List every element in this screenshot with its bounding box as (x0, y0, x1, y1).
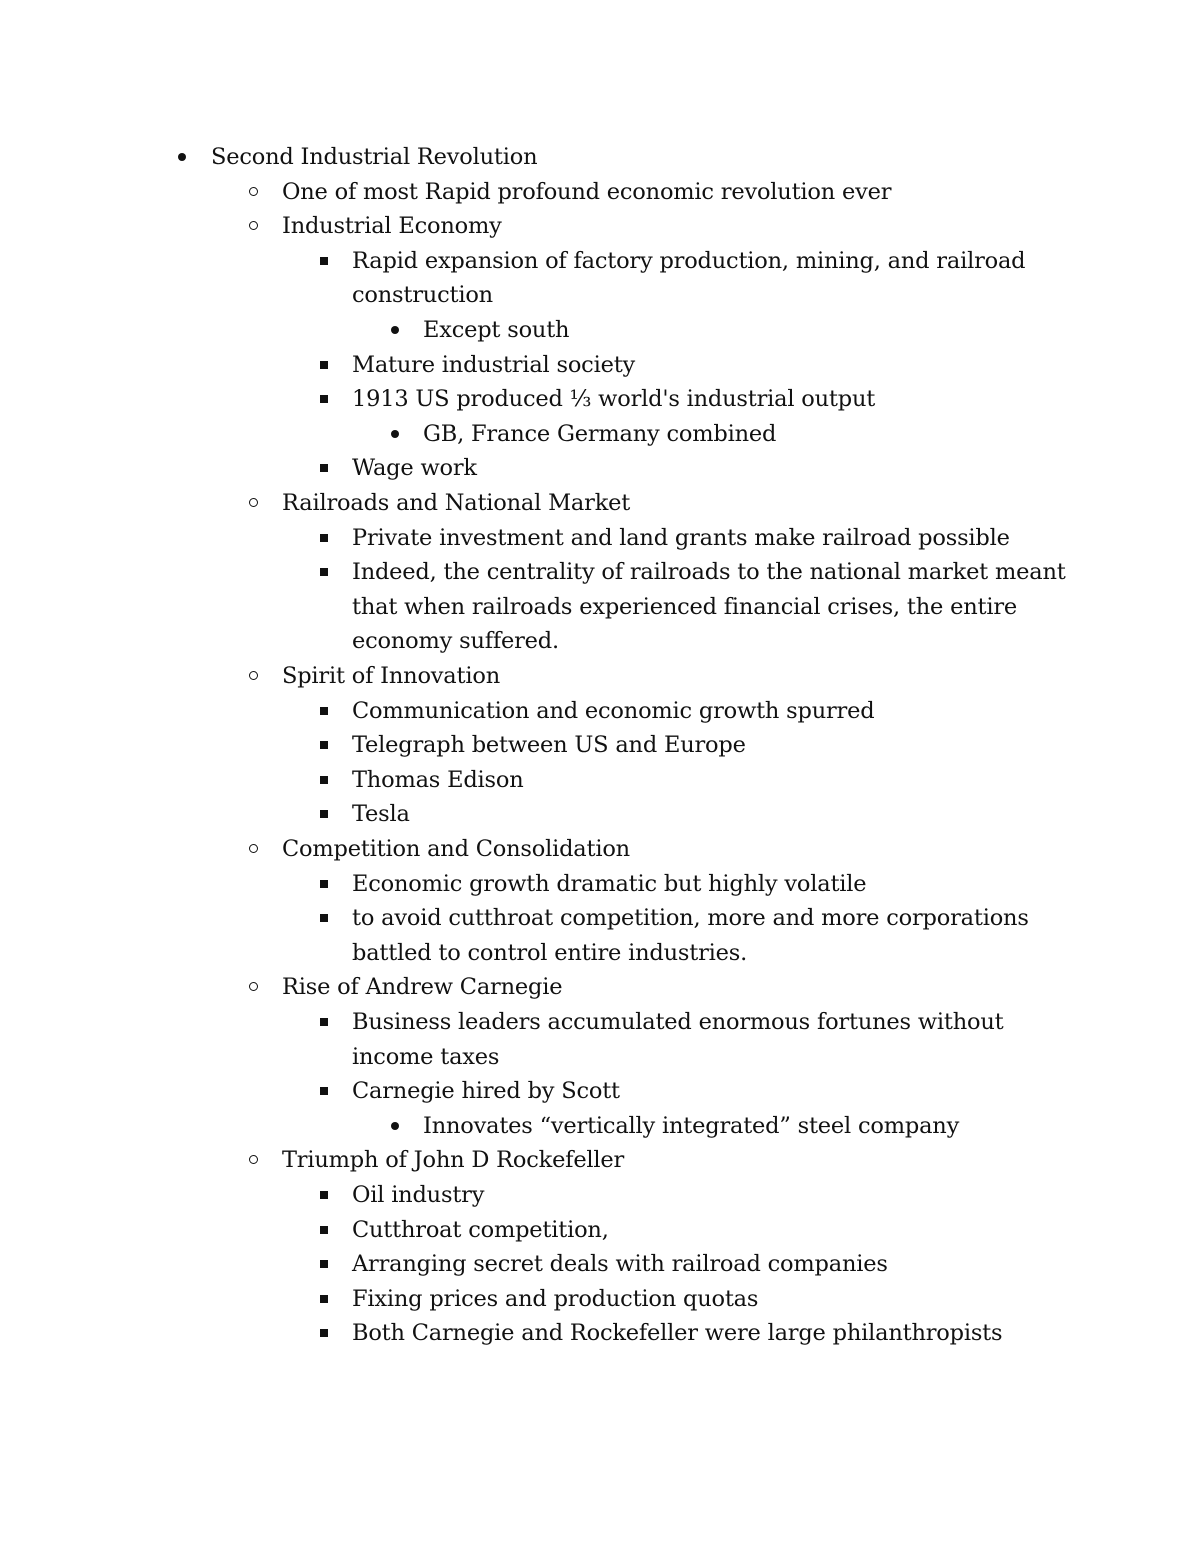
outline-item-text: 1913 US produced ⅓ world's industrial output (352, 386, 876, 413)
outline-item-text: Rapid expansion of factory production, mining, and railroad (352, 247, 1026, 274)
outline-item-text: Fixing prices and production quotas (352, 1285, 759, 1312)
bullet-circle-icon (249, 671, 258, 680)
bullet-disc-icon (391, 1122, 399, 1130)
bullet-square-icon (320, 707, 328, 715)
outline-item-text: Telegraph between US and Europe (352, 732, 746, 759)
outline-item-text: Business leaders accumulated enormous fortunes without (352, 1009, 1004, 1035)
bullet-circle-icon (249, 498, 258, 507)
bullet-disc-icon (178, 153, 186, 161)
outline-item-text: that when railroads experienced financial crises, the entire (352, 593, 1018, 620)
outline-item-text: Industrial Economy (282, 213, 502, 240)
outline-item-text: Communication and economic growth spurred (352, 697, 875, 724)
outline-item-text: Rise of Andrew Carnegie (282, 974, 563, 1001)
bullet-square-icon (320, 361, 328, 369)
outline-item-text: Railroads and National Market (282, 490, 631, 516)
outline-item-text: battled to control entire industries. (352, 939, 748, 966)
outline-item-text: Competition and Consolidation (282, 836, 630, 862)
outline-item-text: Thomas Edison (352, 766, 524, 793)
bullet-square-icon (320, 395, 328, 403)
bullet-square-icon (320, 534, 328, 542)
outline-item-text: Carnegie hired by Scott (352, 1078, 620, 1105)
bullet-square-icon (320, 776, 328, 784)
bullet-circle-icon (249, 1155, 258, 1164)
outline-item-text: Innovates “vertically integrated” steel company (423, 1112, 960, 1139)
outline-item-text: One of most Rapid profound economic revolution ever (282, 178, 892, 205)
outline-item-text: to avoid cutthroat competition, more and more corporations (352, 905, 1029, 932)
bullet-disc-icon (391, 430, 399, 438)
bullet-square-icon (320, 914, 328, 922)
outline-item-text: Oil industry (352, 1182, 485, 1208)
outline-item-text: construction (352, 282, 493, 309)
bullet-circle-icon (249, 221, 258, 230)
bullet-square-icon (320, 1329, 328, 1337)
outline-item-text: Except south (423, 317, 570, 343)
bullet-square-icon (320, 810, 328, 818)
outline-item-text: Economic growth dramatic but highly volatile (352, 870, 867, 897)
bullet-circle-icon (249, 844, 258, 853)
outline-item-text: Triumph of John D Rockefeller (282, 1147, 625, 1174)
bullet-square-icon (320, 568, 328, 576)
outline-item-text: Mature industrial society (352, 351, 636, 378)
outline-item-text: Cutthroat competition, (352, 1216, 609, 1243)
bullet-square-icon (320, 464, 328, 472)
bullet-square-icon (320, 257, 328, 265)
bullet-square-icon (320, 1295, 328, 1303)
outline-item-text: GB, France Germany combined (423, 420, 777, 447)
outline-item-text: Spirit of Innovation (282, 663, 501, 689)
bullet-square-icon (320, 880, 328, 888)
outline-item-text: Wage work (352, 455, 477, 482)
outline-item-text: Arranging secret deals with railroad companies (352, 1251, 888, 1278)
outline-item-text: Tesla (352, 801, 410, 828)
bullet-circle-icon (249, 187, 258, 196)
bullet-square-icon (320, 1018, 328, 1026)
outline-item-text: Second Industrial Revolution (211, 144, 538, 170)
bullet-disc-icon (391, 326, 399, 334)
outline-item-text: Both Carnegie and Rockefeller were large philanthropists (352, 1320, 1003, 1347)
bullet-square-icon (320, 1191, 328, 1199)
outline-item-text: income taxes (352, 1043, 500, 1070)
bullet-square-icon (320, 1260, 328, 1268)
bullet-square-icon (320, 741, 328, 749)
outline-item-text: economy suffered. (352, 628, 559, 655)
bullet-square-icon (320, 1226, 328, 1234)
outline-item-text: Private investment and land grants make railroad possible (352, 524, 1010, 551)
outline-item-text: Indeed, the centrality of railroads to the national market meant (352, 559, 1066, 586)
bullet-square-icon (320, 1087, 328, 1095)
bullet-circle-icon (249, 982, 258, 991)
